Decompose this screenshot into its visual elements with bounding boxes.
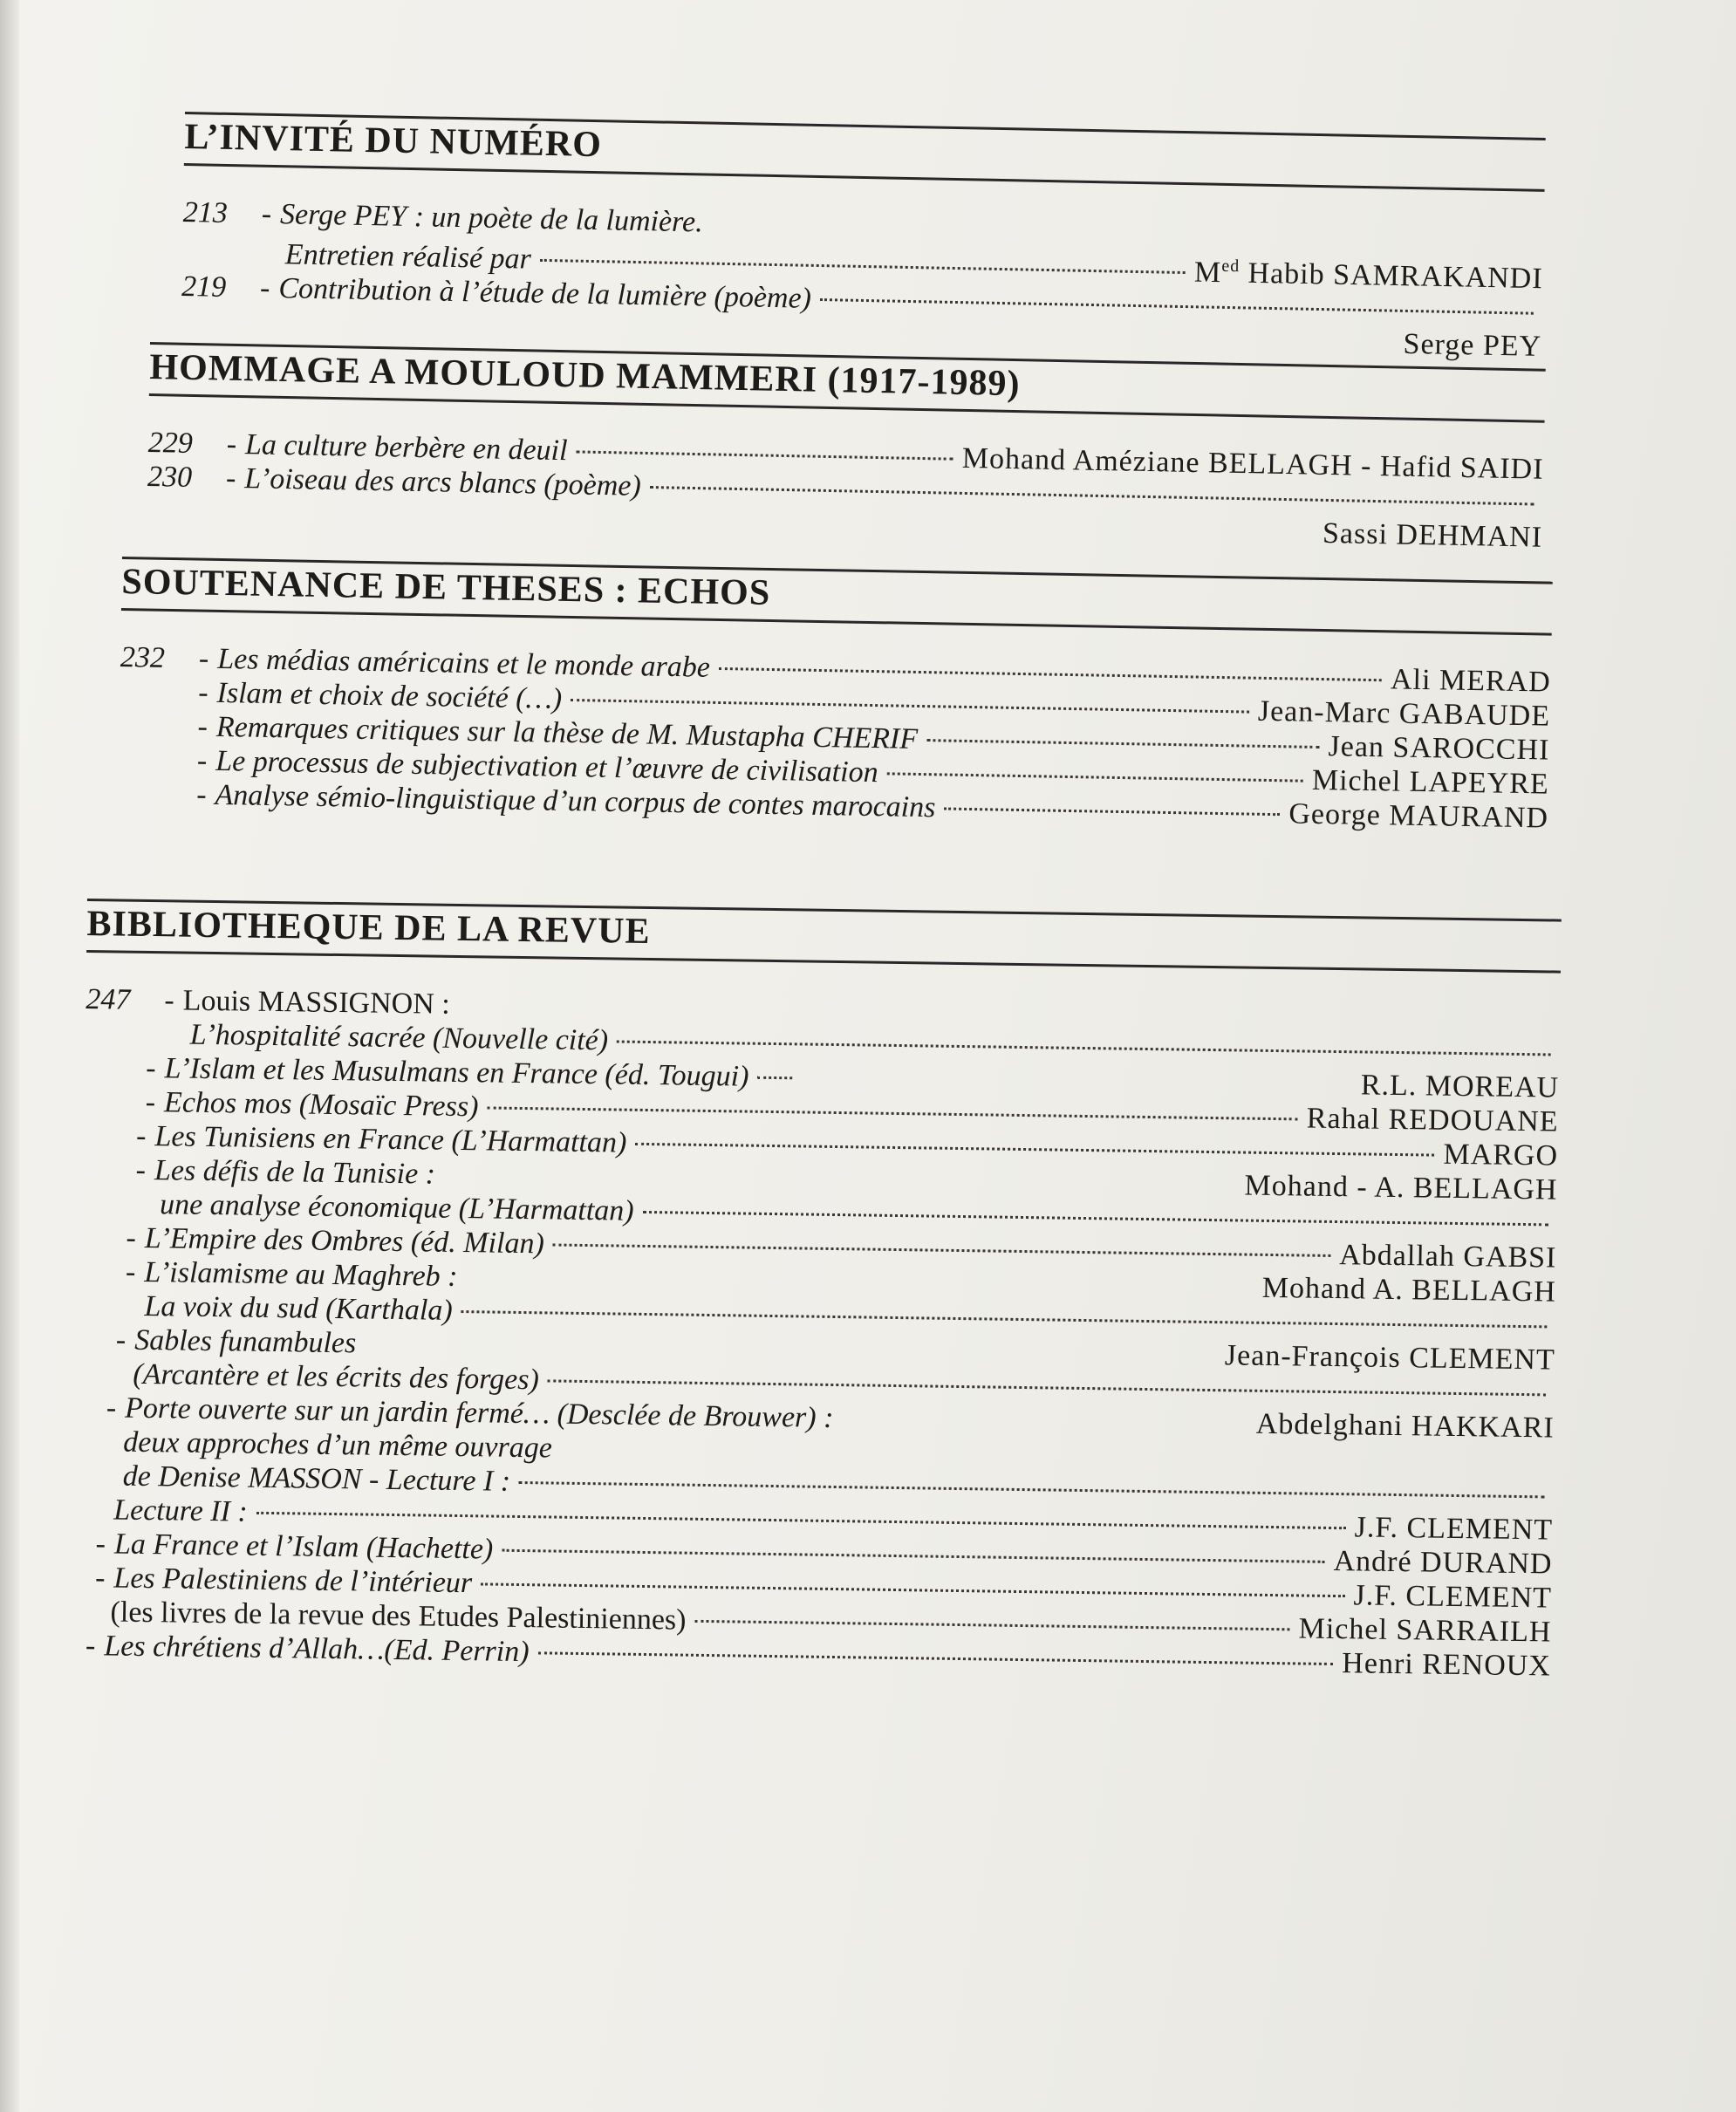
entry-title: Les Tunisiens en France (L’Harmattan) xyxy=(154,1120,627,1159)
section-invite xyxy=(181,112,1546,364)
dash: - xyxy=(95,1528,106,1561)
dot-leader xyxy=(719,667,1382,681)
dot-leader xyxy=(617,1040,1551,1056)
section-soutenance xyxy=(118,557,1553,836)
dot-leader xyxy=(571,699,1249,714)
dot-leader xyxy=(538,1651,1334,1665)
entry-author: Henri RENOUX xyxy=(1342,1647,1552,1683)
entry-author: Abdallah GABSI xyxy=(1339,1239,1557,1275)
entry-author: Jean SAROCCHI xyxy=(1328,730,1550,767)
entry-author: Mohand - A. BELLAGH xyxy=(1244,1169,1558,1206)
section-title: L’INVITÉ DU NUMÉRO xyxy=(184,112,1546,192)
dot-leader xyxy=(519,1481,1545,1498)
entry-author: Mohand A. BELLAGH xyxy=(1261,1271,1557,1309)
entry-title: La France et l’Islam (Hachette) xyxy=(113,1528,494,1566)
entry-title: La culture berbère en deuil xyxy=(244,428,568,468)
dash: - xyxy=(226,427,237,461)
entry-title: Porte ouverte sur un jardin fermé… (Desclée de Brouwer) : xyxy=(124,1391,834,1435)
entry-author: MARGO xyxy=(1443,1138,1559,1172)
entry-title: L’islamisme au Maghreb : xyxy=(144,1255,458,1293)
entry-title: Islam et choix de société (…) xyxy=(216,676,563,715)
entry-title: Sables funambules xyxy=(134,1323,357,1360)
entry-author: George MAURAND xyxy=(1288,797,1549,835)
dash: - xyxy=(261,197,272,230)
dash: - xyxy=(198,642,209,675)
dot-leader xyxy=(635,1143,1434,1157)
section-title: SOUTENANCE DE THESES : ECHOS xyxy=(121,557,1553,636)
entry-author: Sassi DEHMANI xyxy=(1322,516,1543,554)
entry-title-cont: (les livres de la revue des Etudes Palestiniennes) xyxy=(110,1596,687,1637)
dot-leader xyxy=(643,1211,1548,1226)
entry-author: Ali MERAD xyxy=(1390,663,1552,699)
dash: - xyxy=(115,1323,126,1357)
dot-leader xyxy=(576,450,953,460)
dash: - xyxy=(197,710,208,743)
section-bibliotheque xyxy=(77,899,1562,1684)
dash: - xyxy=(195,778,207,811)
entry-author: Rahal REDOUANE xyxy=(1306,1102,1559,1138)
section-hommage xyxy=(147,342,1546,555)
entry-title: Les médias américains et le monde arabe xyxy=(216,642,711,684)
entry-title: Echos mos (Mosaïc Press) xyxy=(163,1086,479,1124)
entry-author: J.F. CLEMENT xyxy=(1354,1511,1554,1547)
page-number: 232 xyxy=(120,640,166,674)
entry-title: Remarques critiques sur la thèse de M. Mustapha CHERIF xyxy=(215,710,919,755)
entry-author: Jean-François CLEMENT xyxy=(1224,1339,1556,1377)
page-number: 229 xyxy=(147,426,194,460)
entry-author: J.F. CLEMENT xyxy=(1353,1579,1553,1615)
dash: - xyxy=(197,676,208,709)
dot-leader xyxy=(944,807,1280,816)
dash: - xyxy=(106,1391,117,1425)
dot-leader xyxy=(461,1310,1548,1328)
dot-leader xyxy=(694,1620,1289,1631)
entry-author: Michel LAPEYRE xyxy=(1311,763,1550,801)
dash: - xyxy=(225,461,236,495)
entry-title: Analyse sémio-linguistique d’un corpus de contes marocains xyxy=(215,778,936,824)
dash: - xyxy=(135,1119,147,1152)
page-number: 230 xyxy=(147,460,193,494)
dash: - xyxy=(164,984,174,1017)
entry-title: Les défis de la Tunisie : xyxy=(154,1154,436,1191)
dash: - xyxy=(94,1562,106,1595)
dot-leader xyxy=(887,772,1303,782)
entry-title-cont: Lecture II : xyxy=(113,1493,249,1528)
entry-title-cont: une analyse économique (L’Harmattan) xyxy=(159,1188,634,1227)
dot-leader xyxy=(757,1077,792,1080)
entry-title: Les chrétiens d’Allah…(Ed. Perrin) xyxy=(104,1630,530,1669)
section-title: HOMMAGE A MOULOUD MAMMERI (1917-1989) xyxy=(149,342,1546,423)
entry-title: Serge PEY : un poète de la lumière. xyxy=(279,198,704,239)
entry-title: L’Empire des Ombres (éd. Milan) xyxy=(144,1221,545,1261)
dash: - xyxy=(126,1221,137,1254)
dot-leader xyxy=(548,1379,1546,1396)
entry-title: L’Islam et les Musulmans en France (éd. Tougui) xyxy=(164,1052,749,1093)
entry-author: Mohand Améziane BELLAGH - Hafid SAIDI xyxy=(961,441,1544,486)
page-number: 213 xyxy=(182,195,229,229)
dash: - xyxy=(85,1630,96,1663)
entry-title-cont: Entretien réalisé par xyxy=(284,238,532,276)
page-number: 219 xyxy=(181,270,227,304)
dot-leader xyxy=(502,1549,1324,1563)
dash: - xyxy=(125,1255,136,1288)
dot-leader xyxy=(650,486,1534,505)
entry-author: $M^{ed}$ Habib SAMRAKANDI xyxy=(1193,256,1543,296)
dot-leader xyxy=(926,739,1320,748)
entry-title: Louis MASSIGNON : xyxy=(182,984,450,1021)
dot-leader xyxy=(487,1106,1297,1120)
entry-author: Abdelghani HAKKARI xyxy=(1255,1407,1555,1445)
page-number: 247 xyxy=(85,982,131,1016)
entry-title: Le processus de subjectivation et l’œuvre de civilisation xyxy=(215,744,878,789)
entry-title-cont: (Arcantère et les écrits des forges) xyxy=(133,1357,540,1397)
dash: - xyxy=(259,272,270,305)
entry-title: Les Palestiniens de l’intérieur xyxy=(113,1562,473,1600)
dot-leader xyxy=(820,298,1534,315)
dash: - xyxy=(135,1153,147,1186)
dash: - xyxy=(145,1085,156,1119)
dot-leader xyxy=(256,1512,1346,1529)
entry-author: Michel SARRAILH xyxy=(1298,1612,1552,1649)
entry-author: André DURAND xyxy=(1333,1545,1553,1581)
entry-title-cont: deux approches d’un même ouvrage xyxy=(123,1425,553,1465)
dash: - xyxy=(196,744,208,777)
dot-leader xyxy=(553,1243,1330,1256)
entry-title-cont: L’hospitalité sacrée (Nouvelle cité) xyxy=(189,1018,609,1057)
entry-author: R.L. MOREAU xyxy=(1360,1069,1560,1104)
dot-leader xyxy=(481,1582,1344,1597)
dot-leader xyxy=(540,259,1186,274)
entry-author: Jean-Marc GABAUDE xyxy=(1257,694,1551,733)
section-title: BIBLIOTHEQUE DE LA REVUE xyxy=(86,899,1562,974)
entry-title: L’oiseau des arcs blancs (poème) xyxy=(243,462,642,502)
entry-title-cont: de Denise MASSON - Lecture I : xyxy=(122,1459,511,1498)
entry-title: Contribution à l’étude de la lumière (poème) xyxy=(278,272,812,316)
entry-title-cont: La voix du sud (Karthala) xyxy=(144,1289,453,1327)
entry-author: Serge PEY xyxy=(1403,328,1542,364)
dash: - xyxy=(146,1051,156,1085)
